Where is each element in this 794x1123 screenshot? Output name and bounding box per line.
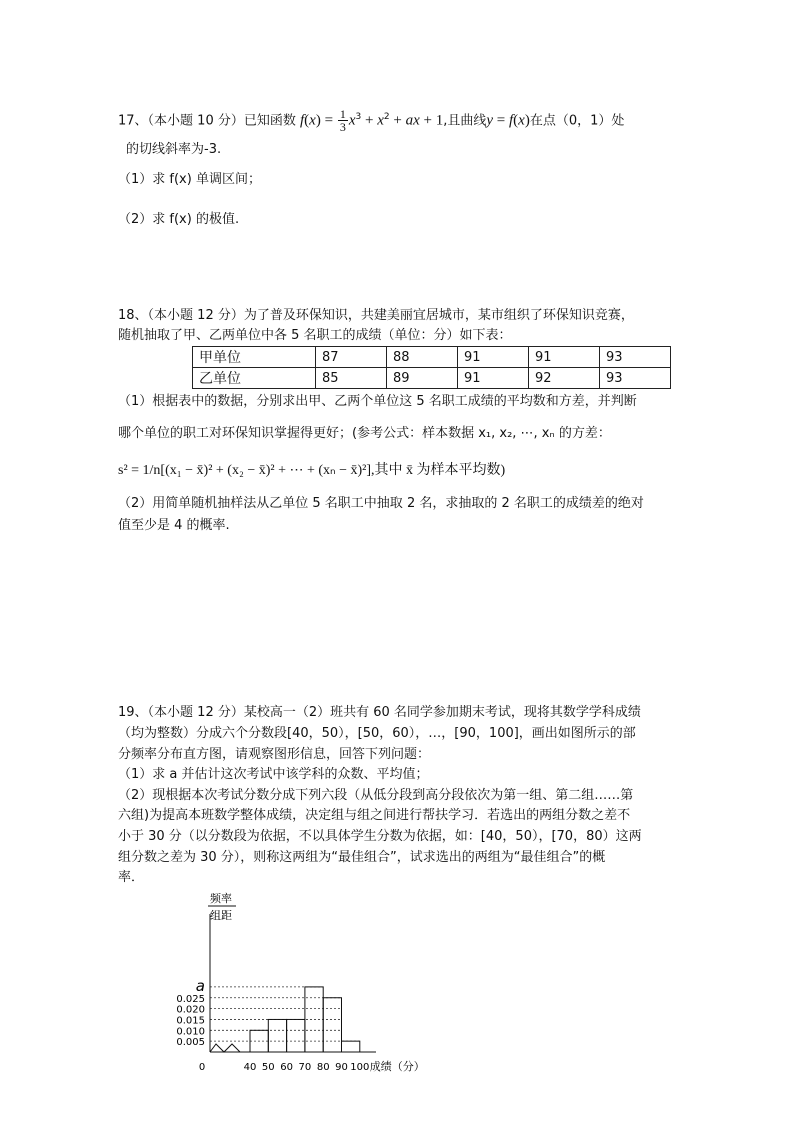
y-tick-label: a [195,976,205,995]
score-cell: 93 [600,347,671,368]
x-tick-label: 80 [316,1062,330,1073]
score-cell: 91 [458,368,529,389]
q19-line3: 分频率分布直方图，请观察图形信息，回答下列问题： [118,747,431,762]
q17-function: f [300,112,305,129]
x-axis-label: 成绩（分） [369,1060,425,1073]
q18-formula: s² = 1/n[(x₁ − x̄)² + (x₂ − x̄)² + ⋯ + (xₙ − x̄)²],其中 x̄ 为样本平均数) [118,463,506,478]
q18-part2-line2: 值至少是 4 的概率. [118,518,230,533]
x-tick-label: 90 [335,1062,348,1073]
q19-line9: 率． [118,870,145,885]
q19-line1: 19、（本小题 12 分）某校高一（2）班共有 60 名同学参加期末考试，现将其数学学科成绩 [118,705,641,720]
y-tick-label: 0.015 [176,1015,205,1027]
score-cell: 88 [387,347,458,368]
y-tick-label: 0.020 [176,1004,205,1016]
q19-line8: 组分数之差为 30 分），则称这两组为“最佳组合”，试求选出的两组为“最佳组合”的概 [118,850,606,865]
ylabel-top: 频率 [210,892,232,905]
q18-line1: 18、（本小题 12 分）为了普及环保知识，共建美丽宜居城市，某市组织了环保知识竞赛， [118,308,634,323]
score-cell: 89 [387,368,458,389]
score-cell: 87 [316,347,387,368]
table-row [193,368,671,389]
score-cell: 92 [529,368,600,389]
q17-part2: （2）求 f(x) 的极值. [118,212,240,227]
origin-label: 0 [198,1062,206,1073]
q17-mid: ,且曲线 [443,113,487,129]
q17-tail: 在点（0，1）处 [529,113,625,129]
q17-line1: 17、（本小题 10 分）已知函数 f(x) = $\frac{1}{3}$ $x^3 + x^2$ + ax + 1,且曲线y = f(x)在点（0，1）处 [118,107,625,135]
unit-cell: 乙单位 [193,368,316,389]
score-cell: 85 [316,368,387,389]
score-table [192,346,671,389]
q19-line5: （2）现根据本次考试分数分成下列六段（从低分段到高分段依次为第一组、第二组……第 [118,788,634,803]
frequency-histogram [160,888,450,1083]
q18-line2: 随机抽取了甲、乙两单位中各 5 名职工的成绩（单位：分）如下表： [118,328,512,343]
x-tick-label: 40 [243,1062,257,1073]
q19-line2: （均为整数）分成六个分数段[40，50），[50，60），…，[90，100]，画出如图所示的部 [118,726,636,741]
score-cell: 93 [600,368,671,389]
score-cell: 91 [458,347,529,368]
y-tick-label: 0.025 [176,993,205,1005]
q19-line6: 六组)为提高本班数学整体成绩，决定组与组之间进行帮扶学习．若选出的两组分数之差不 [118,808,631,823]
table-row [193,347,671,368]
x-tick-label: 70 [298,1062,312,1073]
q17-intro: 17、（本小题 10 分）已知函数 [118,113,296,129]
unit-cell: 甲单位 [193,347,316,368]
x-tick-label: 60 [280,1062,293,1073]
ylabel-bottom: 组距 [210,909,232,922]
q17-fraction: $\frac{1}{3}$ [339,107,346,135]
q17-part1: （1）求 f(x) 单调区间； [118,172,261,187]
histogram-bar [287,1019,305,1052]
histogram-bar [342,1041,360,1052]
q18-part2-line1: （2）用简单随机抽样法从乙单位 5 名职工中抽取 2 名，求抽取的 2 名职工的成绩差的绝对 [118,496,644,511]
x-tick-label: 50 [261,1062,275,1073]
score-cell: 91 [529,347,600,368]
y-tick-label: 0.005 [176,1037,205,1049]
histogram-bar [323,998,341,1052]
q18-part1-line2: 哪个单位的职工对环保知识掌握得更好；(参考公式：样本数据 x₁, x₂, ⋯, xₙ 的方差： [118,426,611,441]
x-tick-label: 100 [350,1062,370,1073]
axis-break [210,1044,240,1052]
q19-line4: （1）求 a 并估计这次考试中该学科的众数、平均值； [118,767,429,782]
histogram-bar [268,1019,286,1052]
q19-line7: 小于 30 分（以分数段为依据，不以具体学生分数为依据，如：[40，50），[70，80）这两 [118,829,642,844]
q17-line2: 的切线斜率为-3. [126,142,222,157]
y-tick-label: 0.010 [176,1026,205,1038]
q18-part1-line1: （1）根据表中的数据，分别求出甲、乙两个单位这 5 名职工成绩的平均数和方差，并判断 [118,394,637,409]
